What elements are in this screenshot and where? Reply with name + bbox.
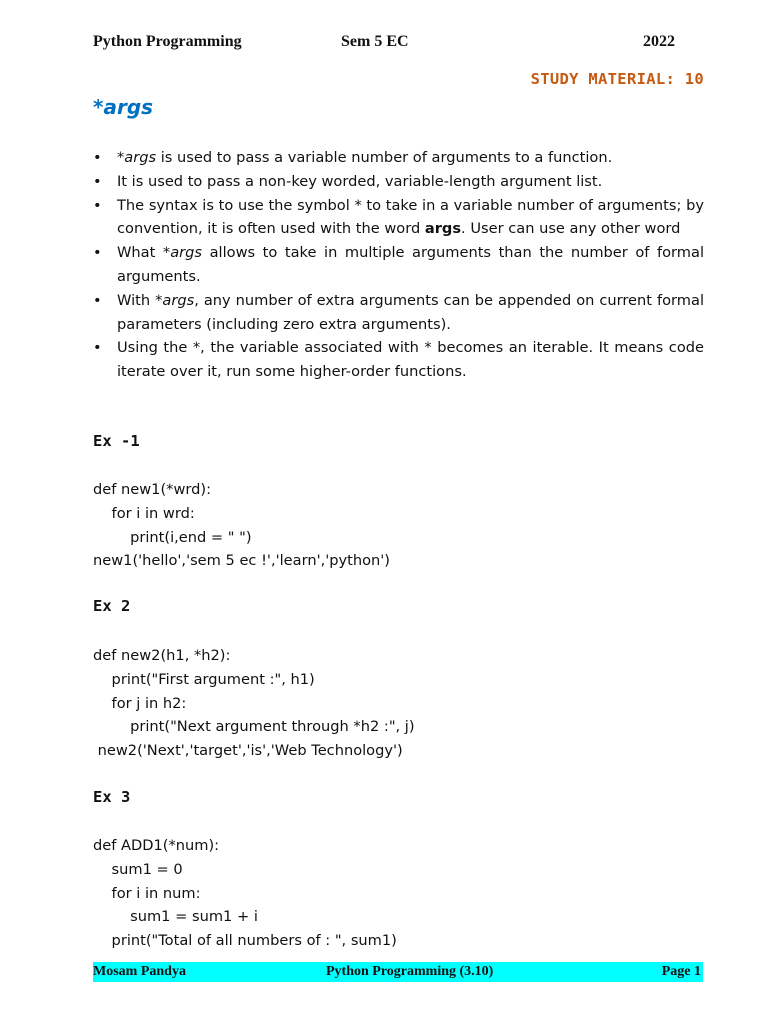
study-material-label: STUDY MATERIAL: 10 [530, 70, 704, 88]
bullet-text: It is used to pass a non-key worded, variable-length argument list. [117, 172, 603, 190]
code-line: print("Total of all numbers of : ", sum1) [93, 932, 397, 950]
page-footer [93, 962, 703, 982]
italic-term: *args [117, 149, 157, 166]
italic-term: *args [155, 291, 195, 309]
bullet-text: is used to pass a variable number of arguments to a function. [156, 149, 613, 166]
example-1-code [93, 478, 390, 573]
bullet-item [93, 336, 704, 384]
code-line: print(i,end = " ") [93, 528, 252, 546]
bullet-item [93, 241, 704, 289]
bullet-item [93, 194, 704, 242]
page-title [93, 95, 153, 119]
header-year: 2022 [643, 33, 675, 50]
code-line: for i in wrd: [93, 504, 195, 522]
bullet-item [93, 289, 704, 337]
code-line: for j in h2: [93, 694, 187, 712]
page-header [93, 33, 705, 57]
footer-author: Mosam Pandya [93, 964, 186, 979]
example-3-heading: Ex 3 [93, 788, 131, 806]
bullet-text: . User can use any other word [461, 220, 681, 238]
example-2-code [93, 644, 415, 763]
footer-page-number: Page 1 [661, 964, 701, 979]
code-line: print("Next argument through *h2 :", j) [93, 718, 415, 736]
bullet-text: With [117, 291, 156, 309]
code-line: def new2(h1, *h2): [93, 647, 231, 664]
bullet-text: , any number of extra arguments can be appended on current formal parameters (including zero extra arguments). [117, 291, 704, 333]
title-star: * [93, 95, 104, 119]
example-1-heading: Ex -1 [93, 432, 140, 450]
bullet-text: allows to take in multiple arguments than the number of formal arguments. [117, 244, 705, 285]
header-subject: Python Programming [93, 33, 242, 50]
bullet-item [93, 146, 704, 170]
code-line: sum1 = sum1 + i [93, 908, 258, 926]
bold-term: args [424, 220, 462, 238]
footer-course: Python Programming (3.10) [326, 964, 494, 979]
bullet-text: Using the *, the variable associated with * becomes an iterable. It means code iterate over it, run some higher-order functions. [117, 339, 704, 381]
bullet-list [93, 146, 704, 384]
code-line: sum1 = 0 [93, 860, 183, 878]
example-3-code [93, 834, 397, 953]
code-line: def ADD1(*num): [93, 837, 220, 854]
bullet-item [93, 170, 704, 194]
header-semester: Sem 5 EC [341, 33, 409, 50]
italic-term: *args [162, 244, 203, 262]
code-line: print("First argument :", h1) [93, 670, 315, 688]
code-line: for i in num: [93, 884, 201, 902]
bullet-text: What [117, 244, 163, 262]
code-line: def new1(*wrd): [93, 481, 212, 498]
title-word: args [103, 95, 154, 119]
code-line: new2('Next','target','is','Web Technology') [93, 742, 403, 760]
example-2-heading: Ex 2 [93, 597, 131, 615]
bullet-text: The syntax is to use the symbol * to take in a variable number of arguments; by convention, it is often used with the word [117, 196, 704, 238]
code-line: new1('hello','sem 5 ec !','learn','python') [93, 552, 390, 570]
